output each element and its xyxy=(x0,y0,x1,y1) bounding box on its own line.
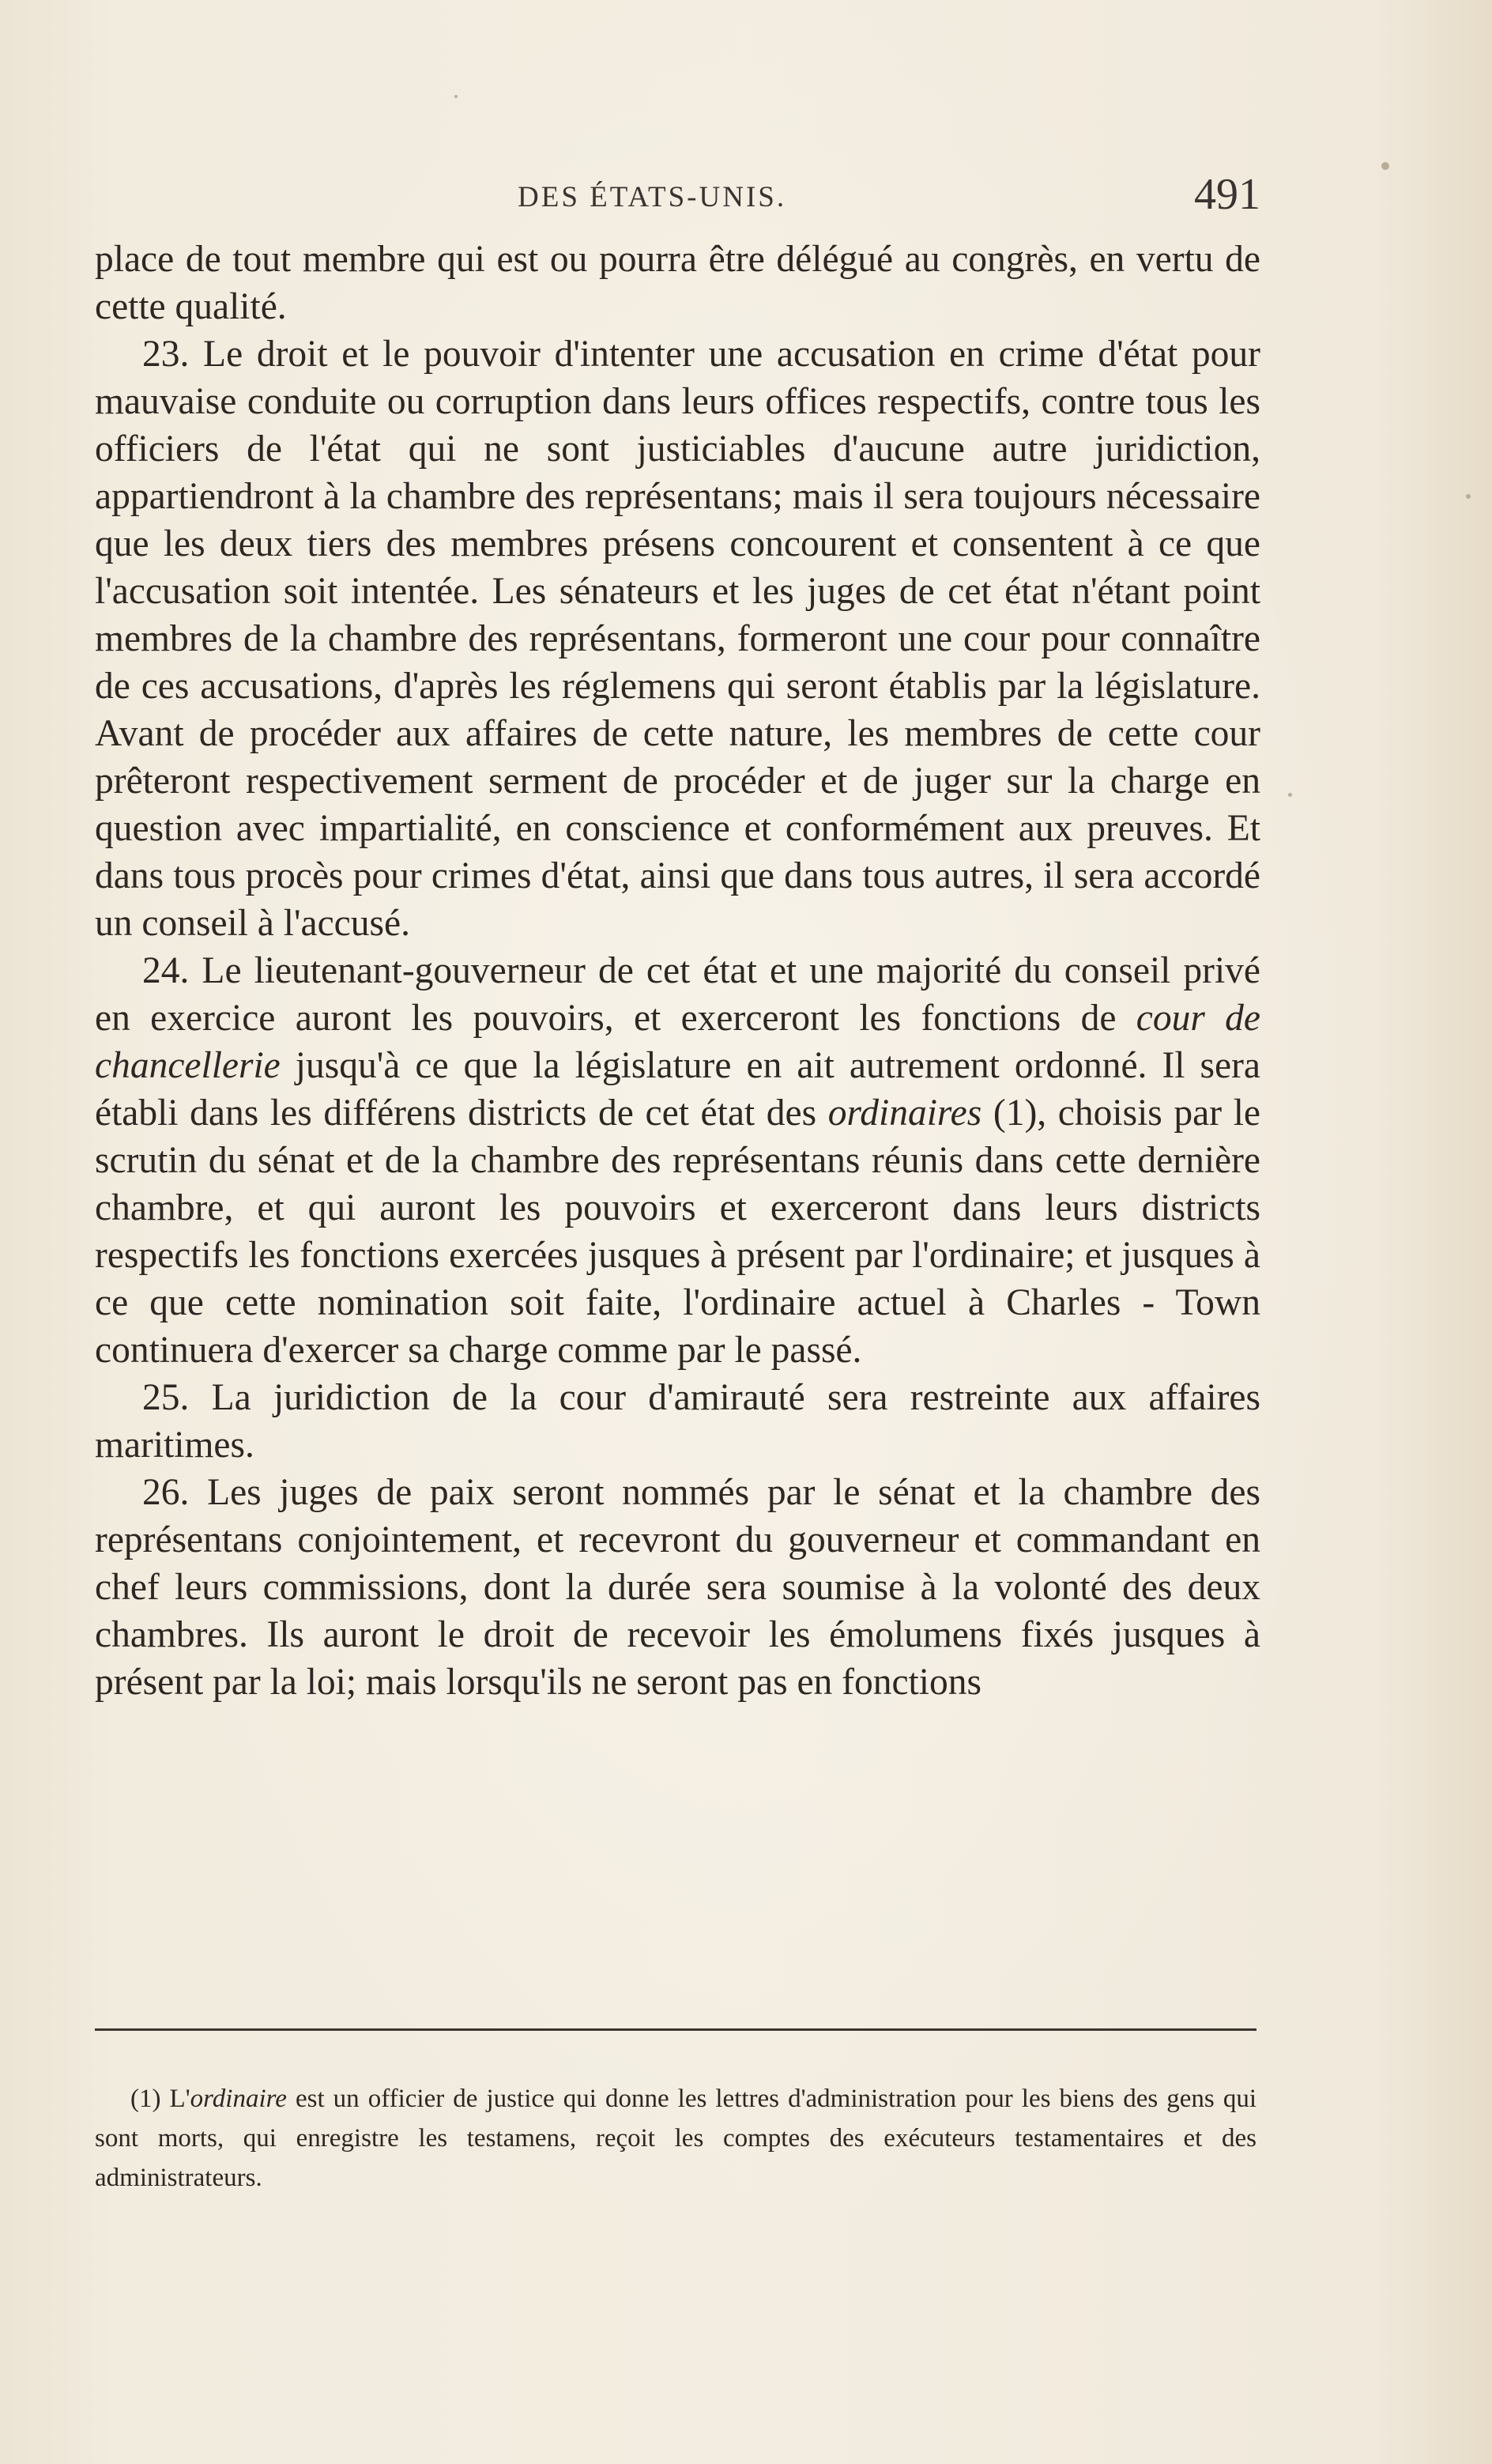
italic-term: cour de chancellerie xyxy=(95,998,1260,1086)
article-26: 26. Les juges de paix seront nommés par le sénat et la chambre des représentans conjointement, et recevront du gouverneur et commandant en chef leurs commissions, dont la durée sera soumise à la volonté des deux chambres. Ils auront le droit de recevoir les émolumens fixés jusques à présent par la loi; mais lorsqu'ils ne seront pas en fonctions xyxy=(95,1472,1260,1703)
body-text xyxy=(95,236,1260,1706)
page-header xyxy=(95,170,1260,223)
footnote-divider xyxy=(95,2028,1257,2031)
footnote-italic-term: ordinaire xyxy=(190,2085,287,2113)
paper-spot xyxy=(454,95,458,98)
italic-term: ordinaires xyxy=(827,1092,982,1134)
running-title: DES ÉTATS-UNIS. xyxy=(518,181,787,213)
footnote-body: est un officier de justice qui donne les lettres d'administration pour les biens des gens qui sont morts, qui enregistre les testamens, reçoit les comptes des exécuteurs testamentaires et des administrateurs. xyxy=(95,2085,1257,2192)
article-24 xyxy=(95,947,1260,1374)
footnote xyxy=(95,2079,1257,2198)
article-23: 23. Le droit et le pouvoir d'intenter une accusation en crime d'état pour mauvaise conduite ou corruption dans leurs offices respectifs, contre tous les officiers de l'état qui ne sont justiciables d'aucune autre juridiction, appartiendront à la chambre des représentans; mais il sera toujours nécessaire que les deux tiers des membres présens concourent et consentent à ce que l'accusation soit intentée. Les sénateurs et les juges de cet état n'étant point membres de la chambre des représentans, formeront une cour pour connaître de ces accusations, d'après les réglemens qui seront établis par la législature. Avant de procéder aux affaires de cette nature, les membres de cette cour prêteront respectivement serment de procéder et de juger sur la charge en question avec impartialité, en conscience et conformément aux preuves. Et dans tous procès pour crimes d'état, ainsi que dans tous autres, il sera accordé un conseil à l'accusé. xyxy=(95,334,1260,944)
paragraph-continuation: place de tout membre qui est ou pourra être délégué au congrès, en vertu de cette qualité. xyxy=(95,239,1260,327)
paper-spot xyxy=(1381,162,1389,170)
page-number: 491 xyxy=(1194,170,1260,219)
article-25: 25. La juridiction de la cour d'amirauté sera restreinte aux affaires maritimes. xyxy=(95,1377,1260,1466)
article-24-text-a: 24. Le lieutenant-gouverneur de cet état et une majorité du conseil privé en exercice auront les pouvoirs, et exerceront les fonctions de xyxy=(95,950,1260,1039)
paper-spot xyxy=(1288,793,1292,797)
article-24-text-b: jusqu'à ce que la législature en ait autrement ordonné. Il sera établi dans les différens districts de cet état des xyxy=(95,1045,1260,1134)
article-24-text-c: (1), choisis par le scrutin du sénat et de la chambre des représentans réunis dans cette dernière chambre, et qui auront les pouvoirs et exerceront dans leurs districts respectifs les fonctions exercées jusques à présent par l'ordinaire; et jusques à ce que cette nomination soit faite, l'ordinaire actuel à Charles - Town continuera d'exercer sa charge comme par le passé. xyxy=(95,1092,1261,1371)
footnote-marker: (1) L' xyxy=(130,2085,190,2113)
paper-spot xyxy=(1466,494,1471,499)
footnote-text xyxy=(95,2079,1257,2198)
